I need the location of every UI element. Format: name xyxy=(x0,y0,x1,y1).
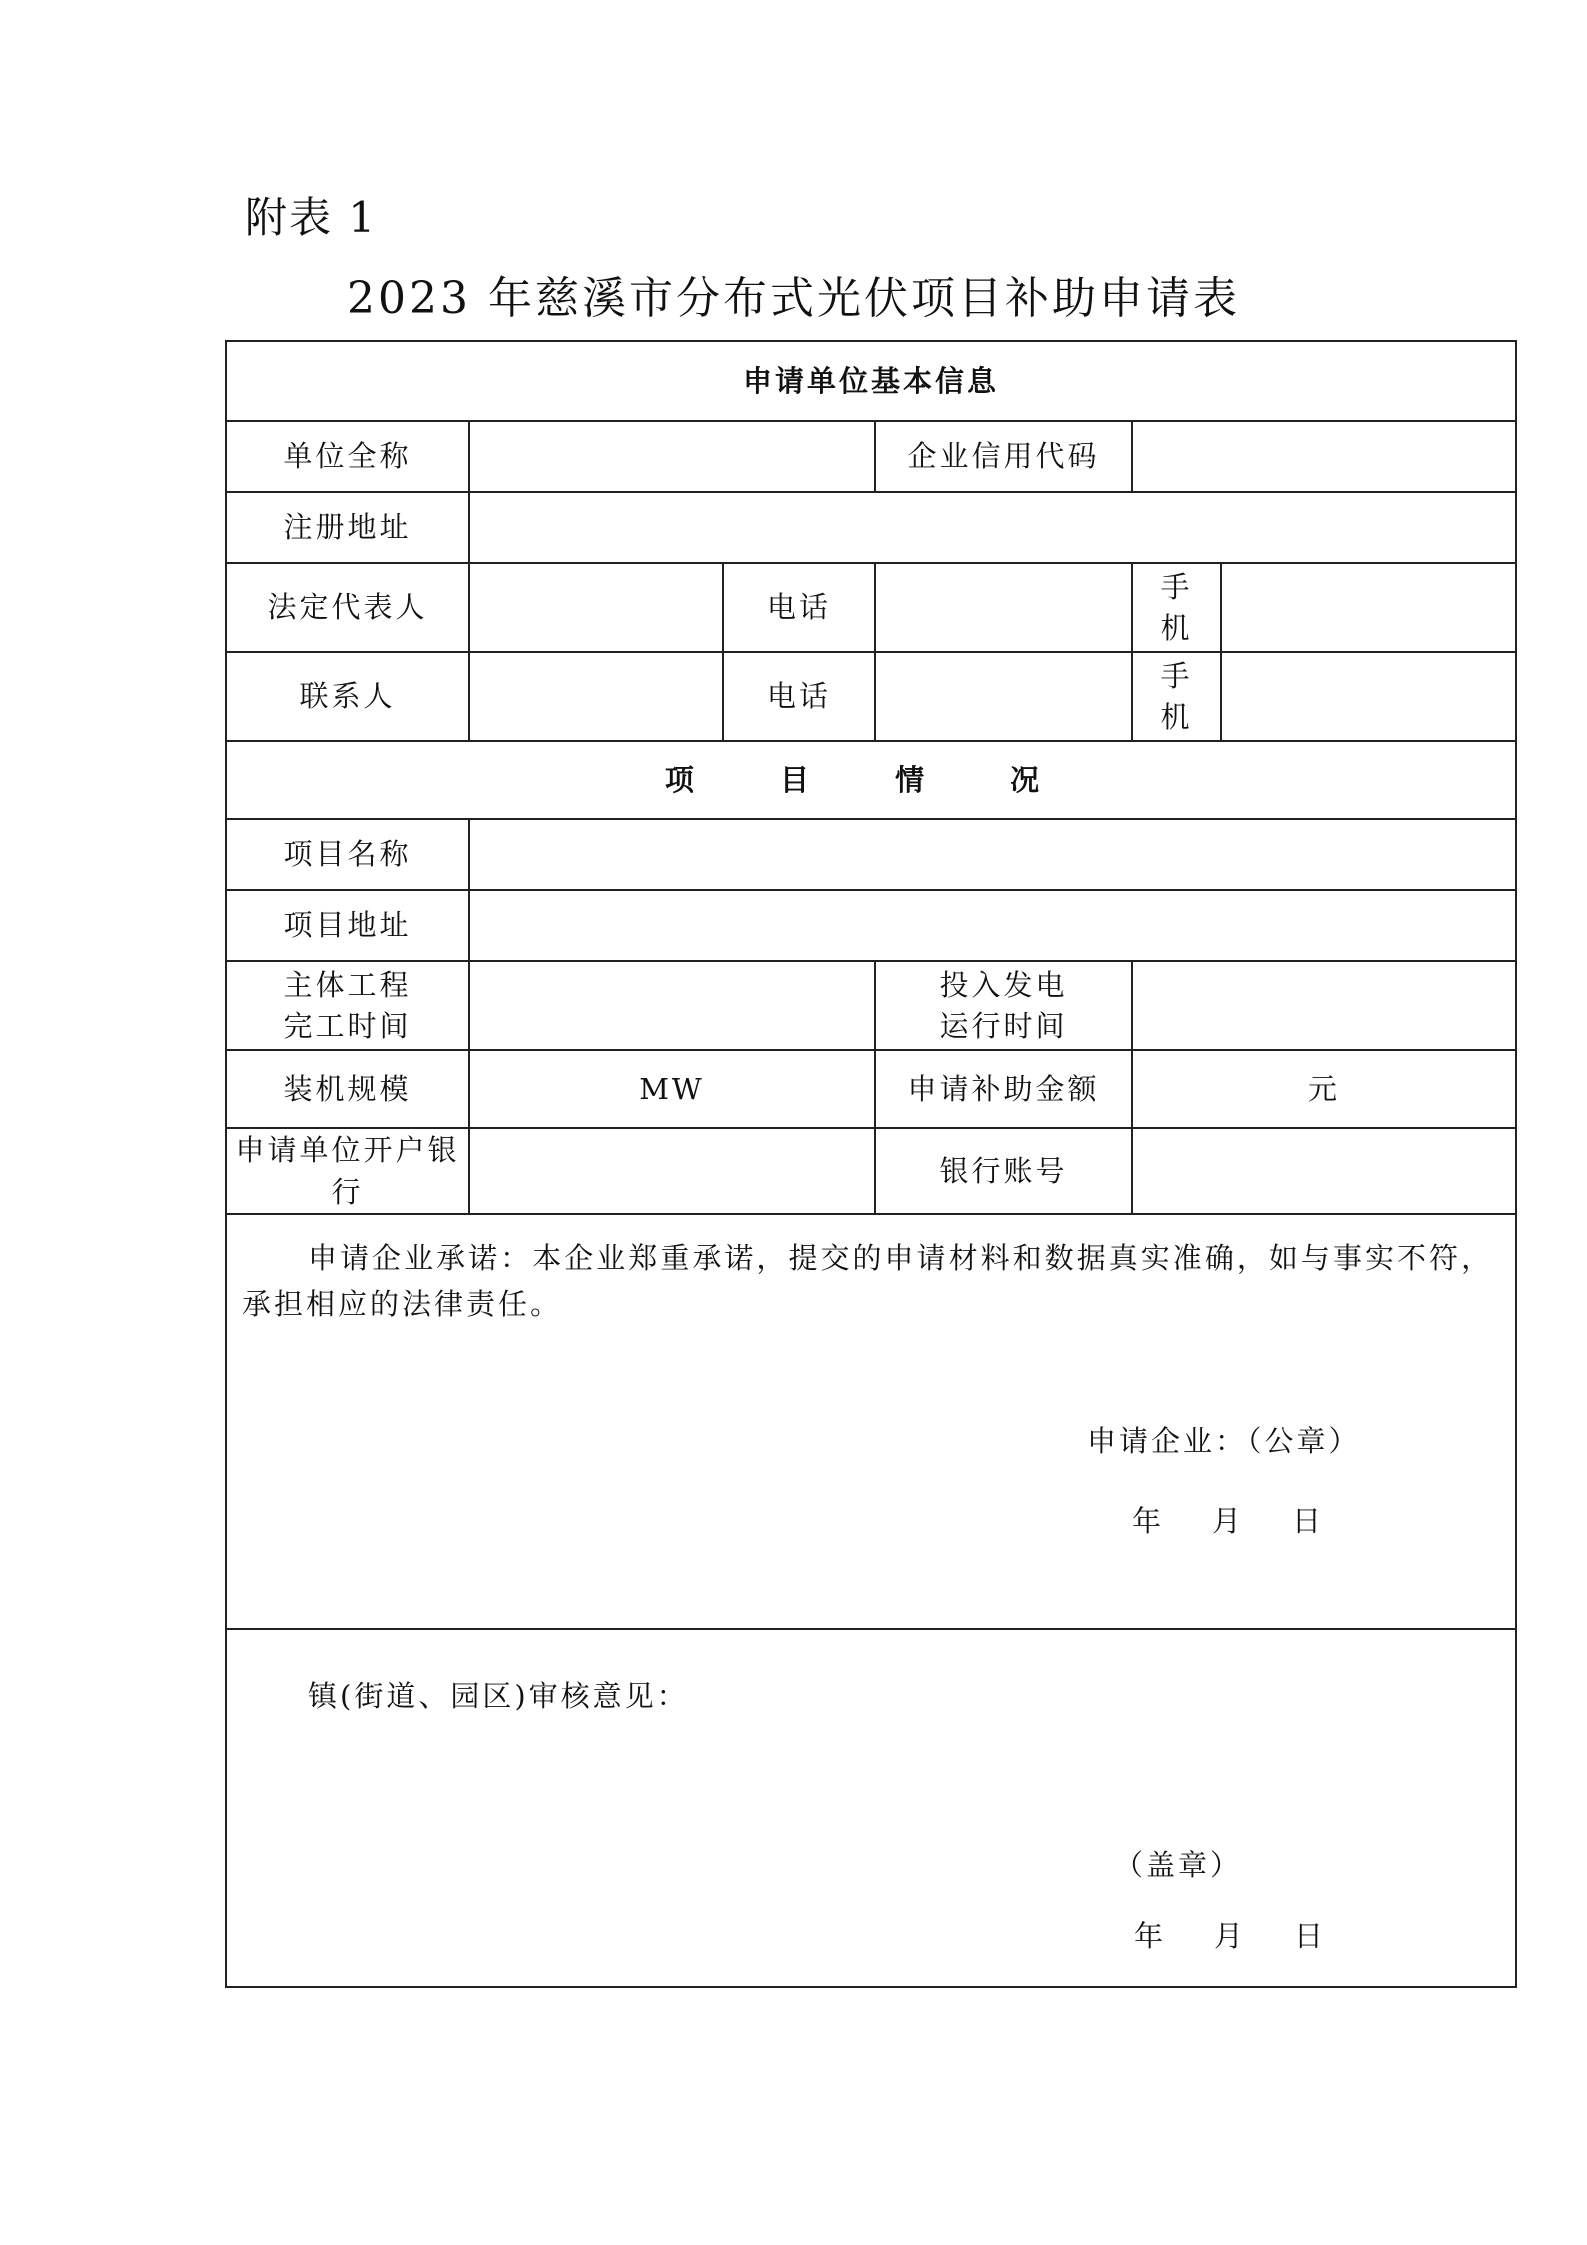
mobile-label-char-1: 手 xyxy=(1160,658,1193,693)
reg-address-field[interactable] xyxy=(469,492,1516,563)
review-section xyxy=(226,1629,1516,1987)
review-seal: （盖章） xyxy=(1114,1848,1243,1883)
legal-rep-label: 法定代表人 xyxy=(226,563,469,652)
unit-name-field[interactable] xyxy=(469,421,875,492)
capacity-label: 装机规模 xyxy=(226,1050,469,1128)
subsidy-amount-label: 申请补助金额 xyxy=(875,1050,1132,1128)
commitment-section xyxy=(226,1214,1516,1629)
project-address-field[interactable] xyxy=(469,890,1516,961)
credit-code-label: 企业信用代码 xyxy=(875,421,1132,492)
contact-mobile-label xyxy=(1132,652,1221,741)
legal-rep-field[interactable] xyxy=(469,563,723,652)
date-day: 日 xyxy=(1294,1919,1327,1954)
capacity-unit: MW xyxy=(639,1071,705,1106)
project-name-field[interactable] xyxy=(469,819,1516,890)
account-label: 银行账号 xyxy=(875,1128,1132,1214)
review-date xyxy=(1134,1915,1374,1957)
bank-label: 申请单位开户银行 xyxy=(226,1128,469,1214)
section-applicant-info: 申请单位基本信息 xyxy=(226,341,1516,421)
unit-name-label: 单位全称 xyxy=(226,421,469,492)
bank-field[interactable] xyxy=(469,1128,875,1214)
section-project-info: 项 目 情 况 xyxy=(226,741,1516,819)
contact-phone-field[interactable] xyxy=(875,652,1132,741)
operation-time-label: 投入发电 运行时间 xyxy=(875,961,1132,1050)
reg-address-label: 注册地址 xyxy=(226,492,469,563)
contact-mobile-field[interactable] xyxy=(1221,652,1516,741)
mobile-label-char-2: 机 xyxy=(1160,699,1193,734)
mobile-label-char-1: 手 xyxy=(1160,569,1193,604)
commitment-text: 申请企业承诺：本企业郑重承诺，提交的申请材料和数据真实准确，如与事实不符，承担相应的法律责任。 xyxy=(242,1241,1494,1322)
contact-label: 联系人 xyxy=(226,652,469,741)
mobile-label-char-2: 机 xyxy=(1160,610,1193,645)
subsidy-amount-field[interactable] xyxy=(1132,1050,1516,1128)
legal-rep-mobile-label xyxy=(1132,563,1221,652)
capacity-field[interactable] xyxy=(469,1050,875,1128)
attachment-label: 附表 1 xyxy=(245,193,378,242)
operation-time-field[interactable] xyxy=(1132,961,1516,1050)
legal-rep-mobile-field[interactable] xyxy=(1221,563,1516,652)
date-day: 日 xyxy=(1292,1504,1325,1539)
date-year: 年 xyxy=(1132,1504,1165,1539)
account-field[interactable] xyxy=(1132,1128,1516,1214)
amount-unit: 元 xyxy=(1308,1071,1341,1106)
contact-phone-label: 电话 xyxy=(723,652,875,741)
date-year: 年 xyxy=(1134,1919,1167,1954)
commitment-signer: 申请企业：（公章） xyxy=(1087,1424,1361,1459)
contact-field[interactable] xyxy=(469,652,723,741)
application-form xyxy=(225,340,1517,1988)
legal-rep-phone-field[interactable] xyxy=(875,563,1132,652)
completion-time-label: 主体工程 完工时间 xyxy=(226,961,469,1050)
credit-code-field[interactable] xyxy=(1132,421,1516,492)
commitment-date xyxy=(1132,1500,1372,1542)
date-month: 月 xyxy=(1212,1504,1245,1539)
page-title: 2023 年慈溪市分布式光伏项目补助申请表 xyxy=(347,273,1240,324)
review-text: 镇(街道、园区)审核意见： xyxy=(308,1679,689,1714)
project-name-label: 项目名称 xyxy=(226,819,469,890)
completion-time-field[interactable] xyxy=(469,961,875,1050)
legal-rep-phone-label: 电话 xyxy=(723,563,875,652)
date-month: 月 xyxy=(1214,1919,1247,1954)
project-address-label: 项目地址 xyxy=(226,890,469,961)
